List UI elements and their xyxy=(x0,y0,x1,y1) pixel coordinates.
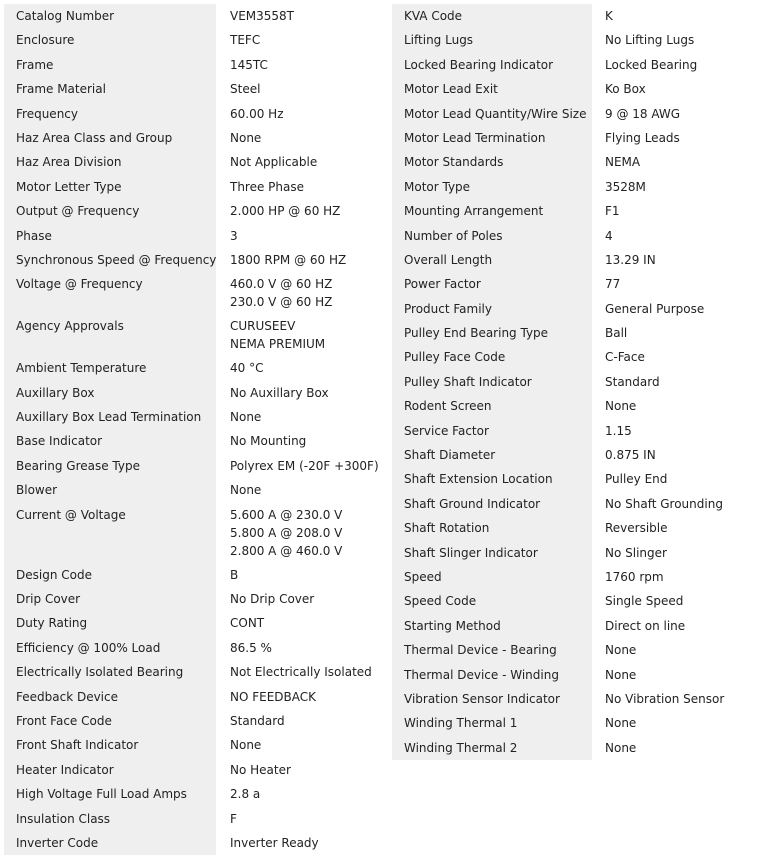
spec-label: Enclosure xyxy=(4,28,216,52)
spec-value xyxy=(592,224,776,248)
spec-value xyxy=(216,807,392,831)
spec-value-line: Steel xyxy=(230,82,261,97)
spec-row-haz-area-class-and-group xyxy=(4,126,392,150)
spec-label: KVA Code xyxy=(392,4,592,28)
spec-row-thermal-device-bearing xyxy=(392,638,776,662)
spec-label: Number of Poles xyxy=(392,224,592,248)
spec-row-enclosure xyxy=(4,28,392,52)
spec-value xyxy=(216,709,392,733)
spec-value xyxy=(592,492,776,516)
spec-value xyxy=(592,150,776,174)
spec-row-heater-indicator xyxy=(4,758,392,782)
spec-row-auxillary-box-lead-termination xyxy=(4,405,392,429)
spec-label: Synchronous Speed @ Frequency xyxy=(4,248,216,272)
spec-value-line: No Auxillary Box xyxy=(230,385,329,400)
spec-row-thermal-device-winding xyxy=(392,663,776,687)
spec-row-duty-rating xyxy=(4,611,392,635)
spec-value xyxy=(592,345,776,369)
spec-row-motor-standards xyxy=(392,150,776,174)
spec-label: Winding Thermal 1 xyxy=(392,711,592,735)
spec-row-catalog-number xyxy=(4,4,392,28)
spec-value xyxy=(592,77,776,101)
spec-label: Motor Type xyxy=(392,175,592,199)
spec-value-line: Flying Leads xyxy=(605,130,680,145)
spec-value-line: Reversible xyxy=(605,521,668,536)
spec-label: Front Shaft Indicator xyxy=(4,733,216,757)
spec-label: Haz Area Class and Group xyxy=(4,126,216,150)
spec-value xyxy=(592,565,776,589)
spec-row-front-face-code xyxy=(4,709,392,733)
spec-value-line: B xyxy=(230,567,239,582)
spec-value-line: K xyxy=(605,9,613,23)
spec-row-product-family xyxy=(392,297,776,321)
spec-label: Duty Rating xyxy=(4,611,216,635)
spec-value-line: No Vibration Sensor xyxy=(605,691,725,706)
spec-row-motor-lead-quantity-wire-size xyxy=(392,102,776,126)
spec-label: Overall Length xyxy=(392,248,592,272)
spec-label: Locked Bearing Indicator xyxy=(392,53,592,77)
spec-row-motor-lead-termination xyxy=(392,126,776,150)
spec-value-line: 4 xyxy=(605,228,613,243)
spec-value-line: Pulley End xyxy=(605,472,668,487)
spec-label: Electrically Isolated Bearing xyxy=(4,660,216,684)
spec-row-kva-code xyxy=(392,4,776,28)
spec-value xyxy=(592,297,776,321)
spec-value-line: Polyrex EM (-20F +300F) xyxy=(230,458,379,473)
spec-label: Catalog Number xyxy=(4,4,216,28)
spec-value-line: 2.000 HP @ 60 HZ xyxy=(230,204,341,219)
spec-value-line: Single Speed xyxy=(605,594,684,609)
spec-label: Winding Thermal 2 xyxy=(392,736,592,760)
spec-value xyxy=(216,224,392,248)
spec-row-synchronous-speed-frequency xyxy=(4,248,392,272)
spec-value-line: Inverter Ready xyxy=(230,835,319,850)
spec-label: Motor Lead Termination xyxy=(392,126,592,150)
spec-row-starting-method xyxy=(392,614,776,638)
spec-value-line: Standard xyxy=(230,713,285,728)
spec-value xyxy=(592,419,776,443)
spec-label: Feedback Device xyxy=(4,685,216,709)
spec-label: Pulley End Bearing Type xyxy=(392,321,592,345)
spec-value-line: F1 xyxy=(605,204,620,219)
spec-value xyxy=(216,4,392,28)
spec-value-line: None xyxy=(230,410,262,425)
spec-label: Shaft Rotation xyxy=(392,516,592,540)
spec-row-bearing-grease-type xyxy=(4,454,392,478)
spec-value-line: No Mounting xyxy=(230,434,307,449)
spec-row-frame xyxy=(4,53,392,77)
spec-value xyxy=(592,321,776,345)
spec-value xyxy=(216,248,392,272)
spec-label: Starting Method xyxy=(392,614,592,638)
spec-value-line: 60.00 Hz xyxy=(230,106,284,121)
spec-row-drip-cover xyxy=(4,587,392,611)
spec-label: Motor Lead Exit xyxy=(392,77,592,101)
spec-label: Shaft Diameter xyxy=(392,443,592,467)
spec-row-insulation-class xyxy=(4,807,392,831)
spec-value xyxy=(592,711,776,735)
spec-row-front-shaft-indicator xyxy=(4,733,392,757)
spec-label: Ambient Temperature xyxy=(4,356,216,380)
spec-label: Voltage @ Frequency xyxy=(4,272,216,314)
spec-row-overall-length xyxy=(392,248,776,272)
spec-value-line: NO FEEDBACK xyxy=(230,689,317,704)
spec-label: Thermal Device - Bearing xyxy=(392,638,592,662)
spec-value xyxy=(592,467,776,491)
spec-label: Front Face Code xyxy=(4,709,216,733)
spec-label: Design Code xyxy=(4,563,216,587)
spec-value-line: 0.875 IN xyxy=(605,448,656,463)
spec-value xyxy=(216,175,392,199)
spec-row-service-factor xyxy=(392,419,776,443)
spec-value xyxy=(216,478,392,502)
spec-value-line: None xyxy=(605,399,637,414)
spec-value xyxy=(216,77,392,101)
spec-value xyxy=(592,614,776,638)
spec-label: Motor Letter Type xyxy=(4,175,216,199)
spec-table-left xyxy=(4,4,392,855)
spec-value xyxy=(216,782,392,806)
spec-value xyxy=(592,199,776,223)
spec-value xyxy=(216,199,392,223)
spec-value-line: 2.8 a xyxy=(230,787,261,802)
spec-label: Power Factor xyxy=(392,272,592,296)
spec-label: Haz Area Division xyxy=(4,150,216,174)
spec-value-line: NEMA xyxy=(605,155,641,170)
spec-value xyxy=(592,28,776,52)
spec-row-shaft-extension-location xyxy=(392,467,776,491)
spec-value xyxy=(592,248,776,272)
spec-row-current-voltage xyxy=(4,503,392,563)
spec-value xyxy=(216,563,392,587)
spec-row-pulley-shaft-indicator xyxy=(392,370,776,394)
spec-value-line: 5.600 A @ 230.0 V xyxy=(230,507,343,522)
spec-value-line: 13.29 IN xyxy=(605,252,656,267)
spec-row-high-voltage-full-load-amps xyxy=(4,782,392,806)
spec-value xyxy=(216,28,392,52)
spec-value-line: 145TC xyxy=(230,57,268,72)
spec-label: Insulation Class xyxy=(4,807,216,831)
spec-value xyxy=(216,733,392,757)
spec-label: Inverter Code xyxy=(4,831,216,855)
spec-row-ambient-temperature xyxy=(4,356,392,380)
spec-row-shaft-ground-indicator xyxy=(392,492,776,516)
spec-label: Speed Code xyxy=(392,589,592,613)
spec-label: Product Family xyxy=(392,297,592,321)
spec-value-line: CONT xyxy=(230,616,265,631)
spec-value-line: None xyxy=(605,740,637,755)
spec-label: Base Indicator xyxy=(4,429,216,453)
spec-value xyxy=(592,272,776,296)
spec-label: High Voltage Full Load Amps xyxy=(4,782,216,806)
spec-row-power-factor xyxy=(392,272,776,296)
spec-value-line: General Purpose xyxy=(605,301,705,316)
spec-row-haz-area-division xyxy=(4,150,392,174)
spec-value xyxy=(216,429,392,453)
spec-row-agency-approvals xyxy=(4,314,392,356)
spec-value xyxy=(216,150,392,174)
spec-value xyxy=(216,405,392,429)
spec-value xyxy=(216,454,392,478)
spec-value xyxy=(592,638,776,662)
spec-label: Blower xyxy=(4,478,216,502)
spec-row-pulley-face-code xyxy=(392,345,776,369)
spec-label: Output @ Frequency xyxy=(4,199,216,223)
spec-row-locked-bearing-indicator xyxy=(392,53,776,77)
spec-label: Heater Indicator xyxy=(4,758,216,782)
spec-row-speed xyxy=(392,565,776,589)
spec-value-line: No Slinger xyxy=(605,545,667,560)
spec-row-lifting-lugs xyxy=(392,28,776,52)
spec-row-motor-letter-type xyxy=(4,175,392,199)
spec-value xyxy=(216,53,392,77)
spec-row-winding-thermal-1 xyxy=(392,711,776,735)
spec-row-speed-code xyxy=(392,589,776,613)
spec-value xyxy=(592,175,776,199)
spec-value-line: 40 °C xyxy=(230,361,264,376)
spec-value xyxy=(592,394,776,418)
spec-label: Auxillary Box Lead Termination xyxy=(4,405,216,429)
spec-table-right xyxy=(392,4,776,760)
spec-value-line: No Lifting Lugs xyxy=(605,33,695,48)
spec-value-line: F xyxy=(230,811,237,826)
spec-value-line: Not Electrically Isolated xyxy=(230,665,372,680)
spec-value xyxy=(216,314,392,356)
spec-row-shaft-diameter xyxy=(392,443,776,467)
spec-label: Mounting Arrangement xyxy=(392,199,592,223)
spec-value xyxy=(216,636,392,660)
spec-value-line: No Drip Cover xyxy=(230,592,315,607)
spec-label: Shaft Ground Indicator xyxy=(392,492,592,516)
spec-value xyxy=(216,758,392,782)
spec-row-frame-material xyxy=(4,77,392,101)
spec-value xyxy=(216,503,392,563)
spec-value-line: 77 xyxy=(605,277,621,292)
spec-label: Frame Material xyxy=(4,77,216,101)
spec-value xyxy=(592,687,776,711)
spec-value-line: 3528M xyxy=(605,179,646,194)
spec-row-motor-lead-exit xyxy=(392,77,776,101)
spec-value-line: 230.0 V @ 60 HZ xyxy=(230,295,333,310)
spec-label: Vibration Sensor Indicator xyxy=(392,687,592,711)
spec-value-line: None xyxy=(605,667,637,682)
spec-value-line: 2.800 A @ 460.0 V xyxy=(230,543,343,558)
spec-value-line: No Shaft Grounding xyxy=(605,496,723,511)
spec-row-auxillary-box xyxy=(4,381,392,405)
spec-value-line: No Heater xyxy=(230,762,291,777)
spec-value-line: None xyxy=(230,483,262,498)
spec-value xyxy=(592,370,776,394)
spec-value-line: 5.800 A @ 208.0 V xyxy=(230,525,343,540)
spec-value xyxy=(216,272,392,314)
spec-value xyxy=(216,685,392,709)
spec-value-line: Locked Bearing xyxy=(605,57,698,72)
spec-row-inverter-code xyxy=(4,831,392,855)
spec-label: Motor Standards xyxy=(392,150,592,174)
spec-value xyxy=(592,443,776,467)
spec-label: Rodent Screen xyxy=(392,394,592,418)
spec-value-line: 9 @ 18 AWG xyxy=(605,106,681,121)
spec-value xyxy=(216,126,392,150)
spec-value-line: 1760 rpm xyxy=(605,569,664,584)
spec-value xyxy=(216,102,392,126)
spec-value xyxy=(216,660,392,684)
spec-value-line: Not Applicable xyxy=(230,155,318,170)
spec-row-number-of-poles xyxy=(392,224,776,248)
spec-label: Current @ Voltage xyxy=(4,503,216,563)
spec-row-mounting-arrangement xyxy=(392,199,776,223)
spec-label: Pulley Shaft Indicator xyxy=(392,370,592,394)
spec-row-rodent-screen xyxy=(392,394,776,418)
spec-label: Auxillary Box xyxy=(4,381,216,405)
spec-value-line: 1800 RPM @ 60 HZ xyxy=(230,252,347,267)
spec-value-line: 86.5 % xyxy=(230,640,272,655)
spec-value-line: C-Face xyxy=(605,350,645,365)
spec-value xyxy=(592,126,776,150)
spec-value-line: None xyxy=(605,716,637,731)
spec-value xyxy=(216,831,392,855)
spec-value-line: 460.0 V @ 60 HZ xyxy=(230,277,333,292)
spec-label: Speed xyxy=(392,565,592,589)
spec-row-shaft-rotation xyxy=(392,516,776,540)
spec-value-line: Direct on line xyxy=(605,618,686,633)
spec-value-line: TEFC xyxy=(230,33,261,48)
spec-label: Efficiency @ 100% Load xyxy=(4,636,216,660)
spec-label: Motor Lead Quantity/Wire Size xyxy=(392,102,592,126)
spec-value-line: Standard xyxy=(605,374,660,389)
spec-label: Lifting Lugs xyxy=(392,28,592,52)
spec-value-line: VEM3558T xyxy=(230,9,295,23)
spec-value-line: None xyxy=(230,738,262,753)
spec-value xyxy=(592,541,776,565)
spec-row-shaft-slinger-indicator xyxy=(392,541,776,565)
spec-row-efficiency-100-load xyxy=(4,636,392,660)
spec-value-line: None xyxy=(605,643,637,658)
spec-value-line: CURUSEEV xyxy=(230,319,296,334)
spec-value xyxy=(592,589,776,613)
spec-label: Service Factor xyxy=(392,419,592,443)
spec-value xyxy=(592,516,776,540)
spec-value xyxy=(592,53,776,77)
spec-value-line: Three Phase xyxy=(230,179,305,194)
spec-value-line: 3 xyxy=(230,228,238,243)
spec-label: Pulley Face Code xyxy=(392,345,592,369)
spec-value xyxy=(216,356,392,380)
spec-row-output-frequency xyxy=(4,199,392,223)
spec-value xyxy=(592,663,776,687)
spec-row-phase xyxy=(4,224,392,248)
spec-value-line: Ball xyxy=(605,326,628,341)
spec-row-design-code xyxy=(4,563,392,587)
spec-value xyxy=(592,736,776,760)
spec-value-line: NEMA PREMIUM xyxy=(230,337,326,352)
spec-label: Phase xyxy=(4,224,216,248)
spec-label: Shaft Slinger Indicator xyxy=(392,541,592,565)
spec-row-blower xyxy=(4,478,392,502)
spec-row-motor-type xyxy=(392,175,776,199)
spec-label: Agency Approvals xyxy=(4,314,216,356)
spec-label: Bearing Grease Type xyxy=(4,454,216,478)
spec-label: Frequency xyxy=(4,102,216,126)
spec-row-vibration-sensor-indicator xyxy=(392,687,776,711)
spec-value xyxy=(216,587,392,611)
spec-label: Thermal Device - Winding xyxy=(392,663,592,687)
spec-row-winding-thermal-2 xyxy=(392,736,776,760)
spec-value xyxy=(216,611,392,635)
spec-value xyxy=(216,381,392,405)
spec-label: Drip Cover xyxy=(4,587,216,611)
spec-row-base-indicator xyxy=(4,429,392,453)
spec-value xyxy=(592,102,776,126)
spec-value-line: None xyxy=(230,130,262,145)
spec-value xyxy=(592,4,776,28)
spec-value-line: Ko Box xyxy=(605,82,646,97)
spec-row-pulley-end-bearing-type xyxy=(392,321,776,345)
spec-row-frequency xyxy=(4,102,392,126)
spec-label: Frame xyxy=(4,53,216,77)
spec-row-feedback-device xyxy=(4,685,392,709)
spec-value-line: 1.15 xyxy=(605,423,632,438)
spec-row-electrically-isolated-bearing xyxy=(4,660,392,684)
spec-row-voltage-frequency xyxy=(4,272,392,314)
spec-label: Shaft Extension Location xyxy=(392,467,592,491)
